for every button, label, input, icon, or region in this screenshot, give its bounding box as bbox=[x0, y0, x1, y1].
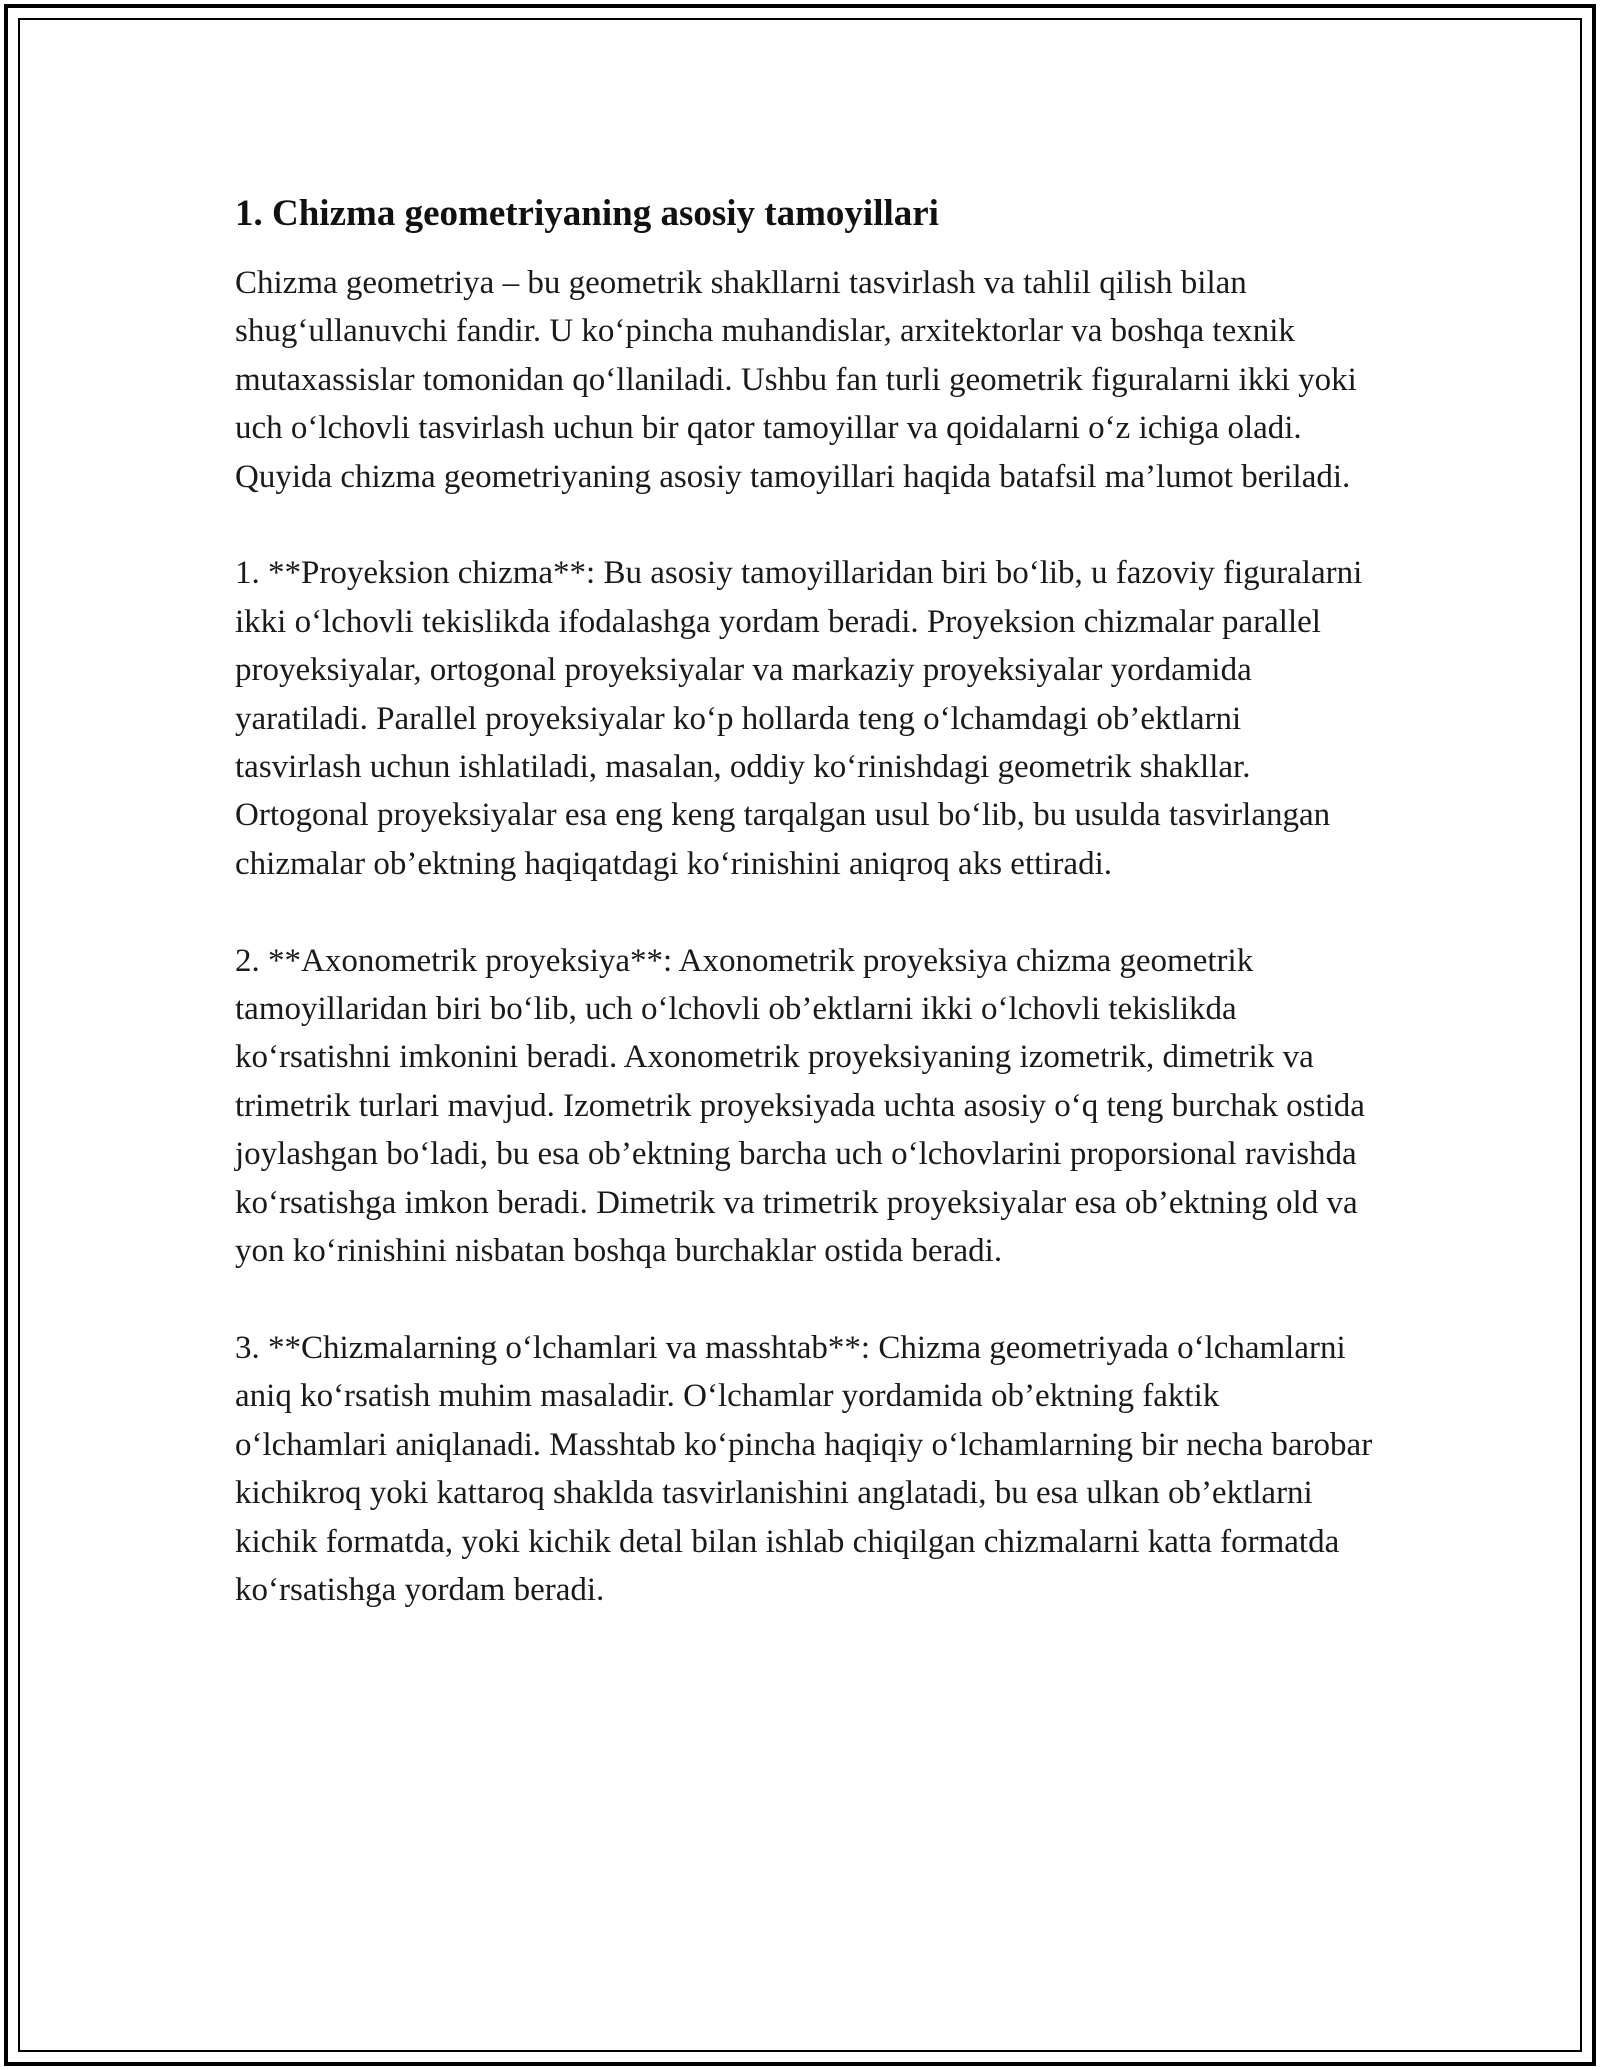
document-body bbox=[235, 188, 1375, 1663]
intro-paragraph: Chizma geometriya – bu geometrik shakllarni tasvirlash va tahlil qilish bilan shug‘ullanuvchi fandir. U ko‘pincha muhandislar, arxitektorlar va boshqa texnik mutaxassislar tomonidan qo‘llaniladi. Ushbu fan turli geometrik figuralarni ikki yoki uch o‘lchovli tasvirlash uchun bir qator tamoyillar va qoidalarni o‘z ichiga oladi. Quyida chizma geometriyaning asosiy tamoyillari haqida batafsil ma’lumot beriladi. bbox=[235, 265, 1357, 495]
paragraph-axonometrik-proyeksiya: 2. **Axonometrik proyeksiya**: Axonometrik proyeksiya chizma geometrik tamoyillaridan biri bo‘lib, uch o‘lchovli ob’ektlarni ikki o‘lchovli tekislikda ko‘rsatishni imkonini beradi. Axonometrik proyeksiyaning izometrik, dimetrik va trimetrik turlari mavjud. Izometrik proyeksiyada uchta asosiy o‘q teng burchak ostida joylashgan bo‘ladi, bu esa ob’ektning barcha uch o‘lchovlarini proporsional ravishda ko‘rsatishga imkon beradi. Dimetrik va trimetrik proyeksiyalar esa ob’ektning old va yon ko‘rinishini nisbatan boshqa burchaklar ostida beradi. bbox=[235, 942, 1365, 1270]
paragraph-olchamlar-masshtab: 3. **Chizmalarning o‘lchamlari va masshtab**: Chizma geometriyada o‘lchamlarni aniq ko‘rsatish muhim masaladir. O‘lchamlar yordamida ob’ektning faktik o‘lchamlari aniqlanadi. Masshtab ko‘pincha haqiqiy o‘lchamlarning bir necha barobar kichikroq yoki kattaroq shaklda tasvirlanishini anglatadi, bu esa ulkan ob’ektlarni kichik formatda, yoki kichik detal bilan ishlab chiqilgan chizmalarni katta formatda ko‘rsatishga yordam beradi. bbox=[235, 1329, 1373, 1608]
paragraph-proyeksion-chizma: 1. **Proyeksion chizma**: Bu asosiy tamoyillaridan biri bo‘lib, u fazoviy figuralarni ikki o‘lchovli tekislikda ifodalashga yordam beradi. Proyeksion chizmalar parallel proyeksiyalar, ortogonal proyeksiyalar va markaziy proyeksiyalar yordamida yaratiladi. Parallel proyeksiyalar ko‘p hollarda teng o‘lchamdagi ob’ektlarni tasvirlash uchun ishlatiladi, masalan, oddiy ko‘rinishdagi geometrik shakllar. Ortogonal proyeksiyalar esa eng keng tarqalgan usul bo‘lib, bu usulda tasvirlangan chizmalar ob’ektning haqiqatdagi ko‘rinishini aniqroq aks ettiradi. bbox=[235, 555, 1363, 882]
section-heading: 1. Chizma geometriyaning asosiy tamoyillari bbox=[235, 193, 939, 234]
